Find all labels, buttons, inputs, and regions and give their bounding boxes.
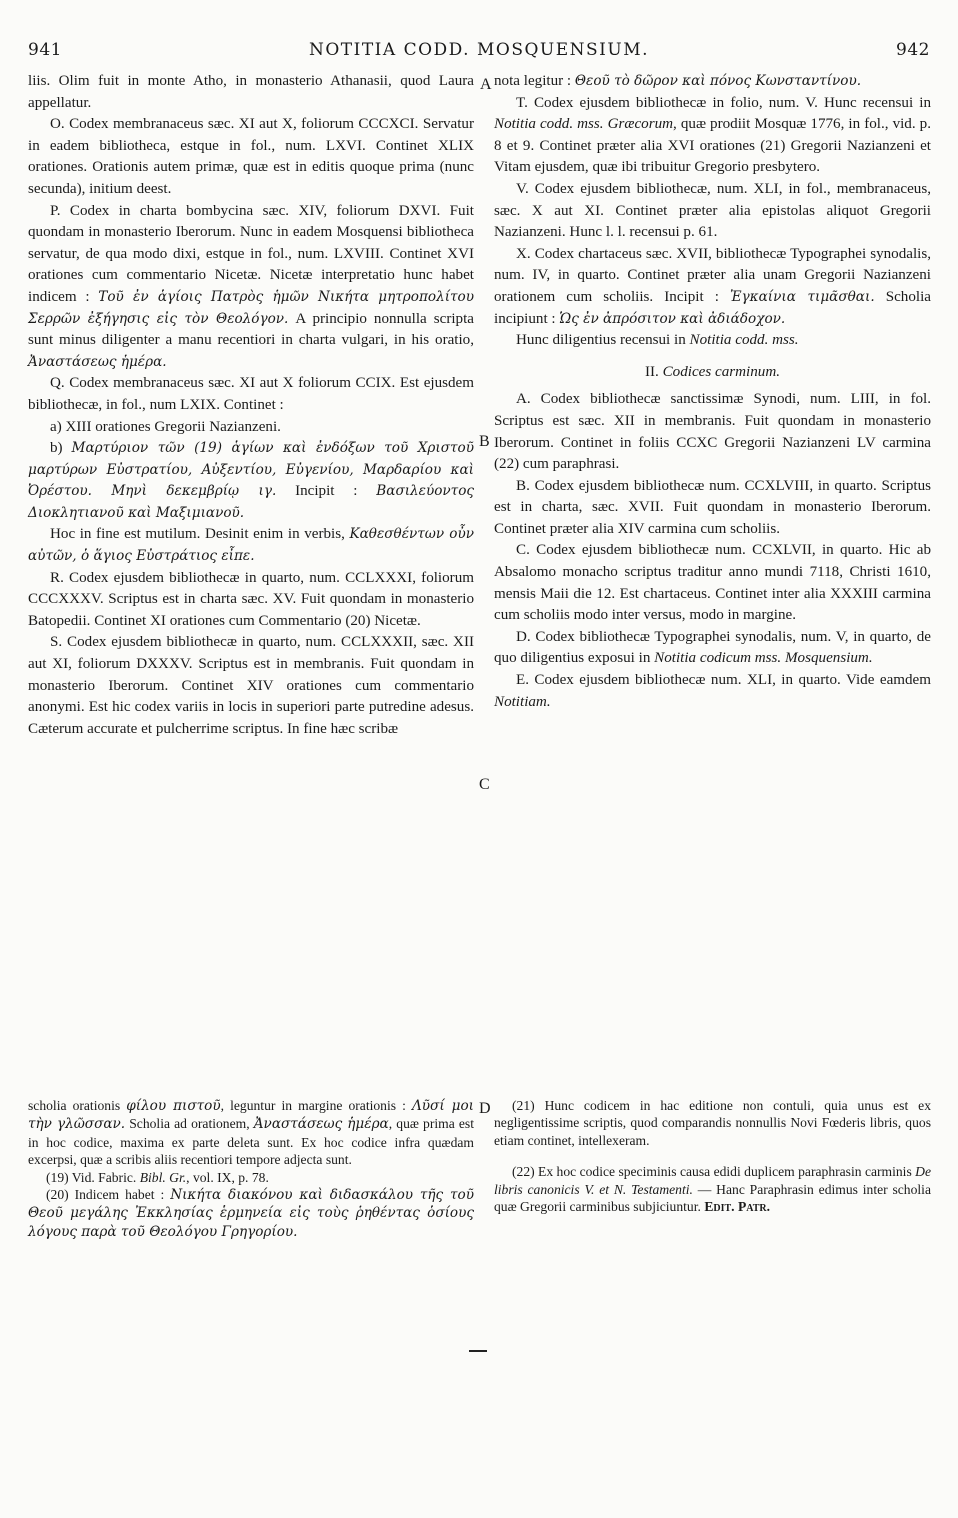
text: D. Codex bibliothecæ Typographei synodalis, num. V, in quarto, de quo diligentius exposui in xyxy=(494,628,931,667)
text: Hunc diligentius recensui in xyxy=(516,332,690,349)
paragraph xyxy=(494,71,931,93)
italic-title: Bibl. Gr. xyxy=(139,1169,187,1185)
margin-letter-b: B xyxy=(479,433,490,450)
text: (22) Ex hoc codice speciminis causa edidi duplicem paraphrasin carminis xyxy=(512,1164,916,1180)
editor-signature: Edit. Patr. xyxy=(704,1199,771,1215)
right-column xyxy=(494,71,931,713)
italic-title: Notitia codicum mss. Mosquensium. xyxy=(654,650,873,667)
paragraph-carmina-c: C. Codex ejusdem bibliothecæ num. CCXLVII, in quarto. Hic ab Absalomo monacho scriptus traditur anno mundi 7118, Christi 1610, mensis Maii die 12. Est chartaceus. Continet inter alia XXXIII carmina cum scholiis modo inter versus, modo in margine. xyxy=(494,542,931,624)
text: X. Codex chartaceus sæc. XVII, bibliothecæ Typographei synodalis, num. IV, in quarto. Continet præter alia unam Gregorii Nazianzeni orationem cum scholiis. Incipit : xyxy=(494,245,931,305)
paragraph-carmina-e xyxy=(494,670,931,713)
text: , quæ prodiit Mosquæ 1776, in fol., vid. p. 8 et 9. Continet præter alia XVI orationes (21) Gregorii Nazianzeni et Vitam ejusdem, quæ ibi tribuitur Gregorio presbytero. xyxy=(494,116,931,176)
paragraph-codex-s: S. Codex ejusdem bibliothecæ in quarto, num. CCLXXXII, sæc. XII aut XI, foliorum DXXXV. Scriptus est in membranis. Fuit quondam in monasterio Iberorum. Continet XIV orationes cum commentario anonymi. Est hic codex variis in locis in superiori parte putredine adesus. Cæterum accurate et pulcherrime scriptus. In fine hæc scribæ xyxy=(28,634,474,737)
page-number-right: 942 xyxy=(896,40,930,60)
greek-text: Μαρτύριον τῶν (19) ἁγίων καὶ ἐνδόξων τοῦ Χριστοῦ μαρτύρων Εὐστρατίου, Αὐξεντίου, Εὐγενίου, Μαρδαρίου καὶ Ὀρέστου. Μηνὶ δεκεμβρίῳ ιγ. xyxy=(28,440,474,500)
paragraph-carmina-b: B. Codex ejusdem bibliothecæ num. CCXLVIII, in quarto. Scriptus est in charta, sæc. XVII. Fuit quondam in monasterio Iberorum. Continet præter alia XIV carmina cum scholiis. xyxy=(494,477,931,537)
paragraph-carmina-a: A. Codex bibliothecæ sanctissimæ Synodi, num. LIII, in fol. Scriptus est sæc. XII in membranis. Fuit quondam in monasterio Iberorum. Continet in foliis CCXC Gregorii Nazianzeni LV carmina (22) cum paraphrasi. xyxy=(494,391,931,473)
paragraph-codex-q: Q. Codex membranaceus sæc. XI aut X foliorum CCIX. Est ejusdem bibliothecæ, in fol., num LXIX. Continet : xyxy=(28,375,474,413)
footnote-20 xyxy=(28,1186,474,1241)
margin-letter-a: A xyxy=(480,76,492,93)
italic-title: Notitiam. xyxy=(494,693,551,710)
text: , quæ prima est in hoc codice, maxima ex parte deleta sunt. Ex hoc codice infra quædam excerpsi, quæ a scribis aliis recentiori tempore adjecta sunt. xyxy=(28,1116,474,1168)
list-item-a: a) XIII orationes Gregorii Nazianzeni. xyxy=(50,418,281,435)
text: Hoc in fine est mutilum. Desinit enim in verbis, xyxy=(50,526,350,543)
greek-text: Βασιλεύοντος Διοκλητιανοῦ καὶ Μαξιμιανοῦ. xyxy=(28,483,474,521)
paragraph: liis. Olim fuit in monte Atho, in monasterio Athanasii, quod Laura appellatur. xyxy=(28,73,474,111)
italic-title: Notitia codd. mss. Græcorum xyxy=(494,116,674,133)
greek-text: Ἀναστάσεως ἡμέρα. xyxy=(28,353,167,370)
text: Scholia ad orationem, xyxy=(125,1116,254,1132)
text: (19) Vid. Fabric. xyxy=(46,1169,140,1185)
paragraph-codex-x xyxy=(494,244,931,330)
text: T. Codex ejusdem bibliothecæ in folio, num. V. Hunc recensui in xyxy=(516,94,931,111)
footnote-continuation xyxy=(28,1097,474,1169)
paragraph-codex-t xyxy=(494,93,931,179)
text: Scholia incipiunt : xyxy=(494,288,931,327)
end-dash xyxy=(469,1350,487,1352)
greek-text: Ὡς ἐν ἀπρόσιτον καὶ ἀδιάδοχον. xyxy=(559,310,786,327)
text: E. Codex ejusdem bibliothecæ num. XLI, in quarto. Vide eamdem xyxy=(516,672,931,689)
margin-letter-c: C xyxy=(479,776,490,793)
paragraph xyxy=(28,524,474,567)
italic-title: De libris canonicis V. et N. Testamenti. xyxy=(494,1164,932,1197)
paragraph-codex-v: V. Codex ejusdem bibliothecæ, num. XLI, in fol., membranaceus, sæc. X aut XI. Continet præter alia epistolas aliquot Gregorii Nazianzeni. Hunc l. l. recensui p. 61. xyxy=(494,180,931,241)
section-title: Codices carminum. xyxy=(662,363,780,380)
text: , vol. IX, p. 78. xyxy=(186,1169,269,1185)
text: — Hanc Paraphrasin edimus inter scholia quæ Gregorii carminibus subjiciuntur. xyxy=(494,1181,931,1215)
italic-title: Notitia codd. mss. xyxy=(689,332,799,349)
greek-text: Ἀναστάσεως ἡμέρα xyxy=(253,1116,389,1133)
paragraph-codex-r: R. Codex ejusdem bibliothecæ in quarto, num. CCLXXXI, foliorum CCCXXXV. Scriptus est in charta sæc. XV. Fuit quondam in monasterio Batopedii. Continet XI orationes cum Commentario (20) Nicetæ. xyxy=(28,569,474,629)
left-column xyxy=(28,71,474,740)
paragraph-codex-o: O. Codex membranaceus sæc. XI aut X, foliorum CCCXCI. Servatur in eadem bibliotheca, estque in fol., num. LXVI. Continet XLIX orationes. Orationis autem primæ, quæ est in editis quoque prima (nunc secunda), initium deest. xyxy=(28,116,474,197)
section-heading xyxy=(494,362,931,384)
paragraph xyxy=(494,330,931,352)
greek-text: Λῦσί μοι τὴν γλῶσσαν. xyxy=(28,1098,474,1133)
footnote-22 xyxy=(494,1163,931,1215)
text: , leguntur in margine orationis : xyxy=(220,1098,412,1113)
text: Incipit : xyxy=(276,483,377,500)
text: scholia orationis xyxy=(28,1098,127,1113)
running-title: NOTITIA CODD. MOSQUENSIUM. xyxy=(308,40,650,60)
margin-letter-d: D xyxy=(479,1100,491,1117)
page-number-left: 941 xyxy=(28,40,62,60)
section-number: II. xyxy=(645,363,659,380)
footnotes-right xyxy=(494,1097,931,1215)
text: nota legitur : xyxy=(494,73,575,89)
greek-text: Θεοῦ τὸ δῶρον καὶ πόνος Κωνσταντίνου. xyxy=(574,73,862,89)
greek-text: Καθεσθέντων οὖν αὐτῶν, ὁ ἅγιος Εὐστράτιος εἶπε. xyxy=(28,526,474,565)
text: A principio nonnulla scripta sunt minus diligenter a manu recentiori in charta vulgari, in his oratio, xyxy=(28,310,474,349)
list-item-b xyxy=(28,438,474,524)
paragraph-carmina-d xyxy=(494,627,931,670)
paragraph-codex-p xyxy=(28,201,474,374)
greek-text: Τοῦ ἐν ἁγίοις Πατρὸς ἡμῶν Νικήτα μητροπολίτου Σερρῶν ἐξήγησις εἰς τὸν Θεολόγον. xyxy=(28,288,474,327)
greek-text: φίλου πιστοῦ xyxy=(126,1098,221,1114)
text: b) xyxy=(50,440,72,457)
text: P. Codex in charta bombycina sæc. XIV, foliorum DXVI. Fuit quondam in monasterio Iberorum. Nunc in eadem Mosquensi bibliotheca servatur, de qua modo dixi, estque in fol., num. LXVIII. Continet XVI orationes cum commentario Nicetæ. Nicetæ interpretatio hunc habet indicem : xyxy=(28,202,474,305)
footnote-21: (21) Hunc codicem in hac editione non contuli, quia unus est ex negligentissime scriptis, quod comparandis nonnullis Novi Fœderis libris, quos etiam continet, intellexeram. xyxy=(494,1098,931,1148)
text: (20) Indicem habet : xyxy=(46,1187,171,1203)
greek-text: Ἐγκαίνια τιμᾶσθαι. xyxy=(729,288,875,305)
footnote-19 xyxy=(28,1169,474,1186)
footnotes-left xyxy=(28,1097,474,1241)
greek-text: Νικήτα διακόνου καὶ διδασκάλου τῆς τοῦ Θεοῦ μεγάλης Ἐκκλησίας ἑρμηνεία εἰς τοὺς ῥηθέντας ὁσίους λόγους παρὰ τοῦ Θεολόγου Γρηγορίου. xyxy=(28,1187,474,1240)
